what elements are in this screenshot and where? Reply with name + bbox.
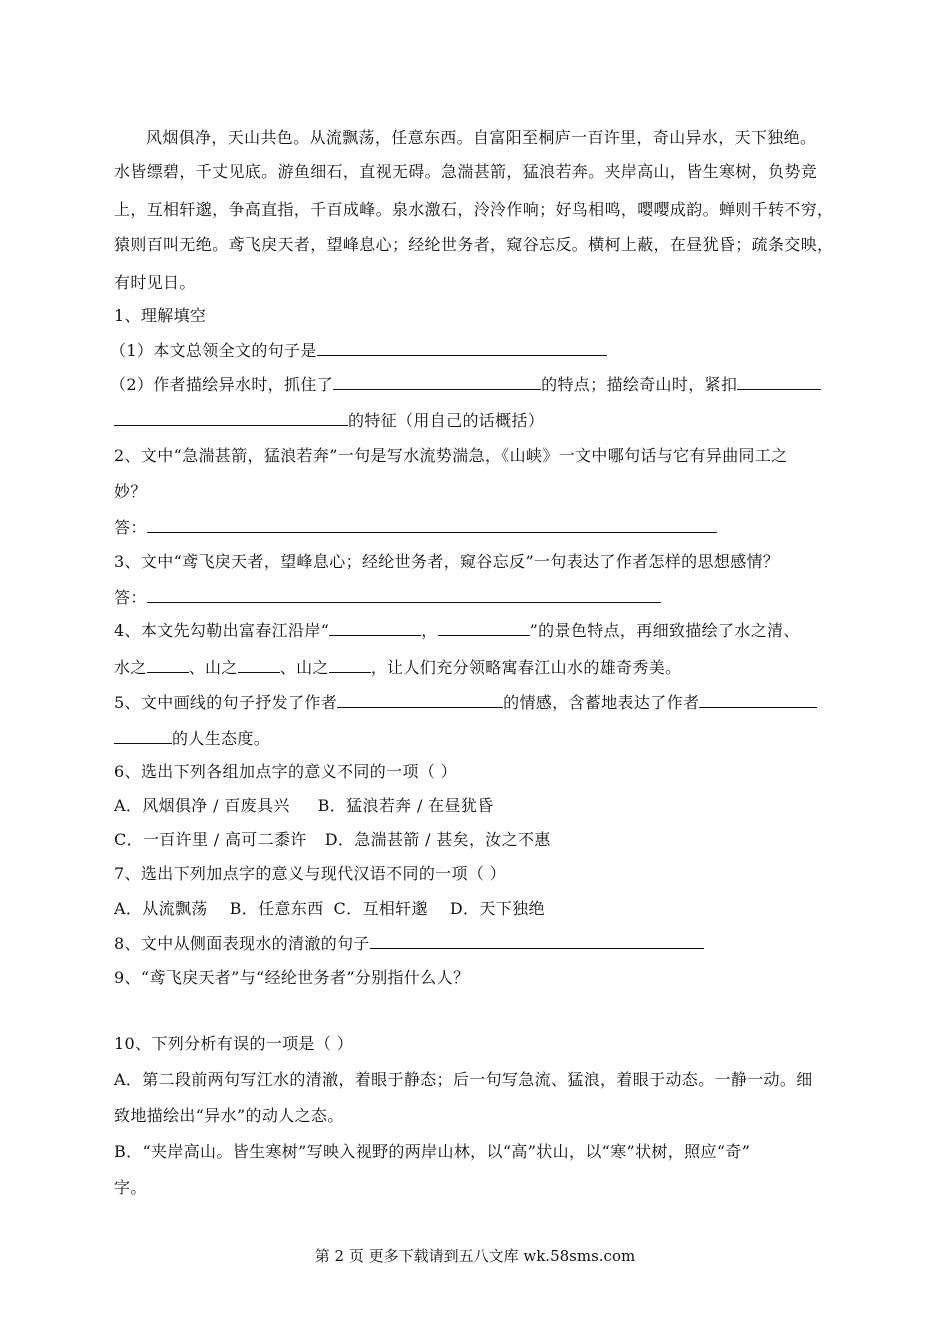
- question-6-options-ab: [114, 796, 494, 816]
- option-a[interactable]: A．第二段前两句写江水的清澈，着眼于静态；后一句写急流、猛浪，着眼于动态。一静一动。细: [114, 1070, 813, 1089]
- question-2-text: 2、文中“急湍甚箭，猛浪若奔”一句是写水流势湍急，《山峡》一文中哪句话与它有异曲同工之: [114, 446, 788, 465]
- question-text: 5、文中画线的句子抒发了作者: [114, 693, 338, 712]
- question-6-options-cd: [114, 830, 551, 850]
- passage-line: 上，互相轩邈，争高直指，千百成峰。泉水激石，泠泠作响；好鸟相鸣，嘤嘤成韵。蝉则千转不穷，: [114, 200, 834, 219]
- question-9-text: 9、“鸢飞戾天者”与“经纶世务者”分别指什么人？: [114, 968, 470, 987]
- question-text: ，: [421, 621, 438, 640]
- question-text: 的人生态度。: [172, 729, 271, 748]
- answer-blank[interactable]: [147, 587, 661, 603]
- option-b[interactable]: B．猛浪若奔 / 在昼犹昏: [317, 796, 494, 815]
- option-a-cont: 致地描绘出“异水”的动人之态。: [114, 1106, 344, 1125]
- question-text: （1）本文总领全文的句子是: [110, 341, 317, 360]
- option-b-cont: 字。: [114, 1178, 147, 1197]
- option-a[interactable]: A．风烟俱净 / 百废具兴: [114, 796, 290, 815]
- page-footer: 第 2 页 更多下载请到五八文库 wk.58sms.com: [314, 1247, 636, 1265]
- question-8: [114, 933, 704, 954]
- question-6-title: 6、选出下列各组加点字的意义不同的一项（ ）: [114, 762, 457, 781]
- option-d[interactable]: D．急湍甚箭 / 甚矣，汝之不惠: [324, 830, 551, 849]
- question-text: （2）作者描绘异水时，抓住了: [110, 375, 334, 394]
- question-text: ，让人们充分领略寓春江山水的雄奇秀美。: [370, 658, 682, 677]
- question-text: 、山之: [188, 658, 238, 677]
- passage-line: 有时见日。: [114, 273, 196, 292]
- question-text: 的特征（用自己的话概括）: [348, 411, 545, 430]
- question-text: ”的景色特点，再细致描绘了水之清、: [529, 621, 800, 640]
- passage-line: 猿则百叫无绝。鸢飞戾天者，望峰息心；经纶世务者，窥谷忘反。横柯上蔽，在昼犹昏；疏条交映，: [114, 235, 834, 254]
- question-text: 8、文中从侧面表现水的清澈的句子: [114, 934, 370, 953]
- question-7-options: [114, 899, 545, 919]
- answer-blank[interactable]: [333, 374, 541, 390]
- answer-blank[interactable]: [337, 692, 503, 708]
- answer-blank[interactable]: [317, 340, 607, 356]
- option-c[interactable]: C．互相轩邈: [333, 899, 428, 918]
- question-text: 的特点；描绘奇山时，紧扣: [541, 375, 738, 394]
- option-d[interactable]: D．天下独绝: [449, 899, 545, 918]
- answer-blank[interactable]: [370, 933, 704, 949]
- answer-blank[interactable]: [438, 620, 530, 636]
- question-7-title: 7、选出下列加点字的意义与现代汉语不同的一项（ ）: [114, 864, 507, 883]
- question-2-answer: [114, 517, 717, 538]
- passage-line: 水皆缥碧，千丈见底。游鱼细石，直视无碍。急湍甚箭，猛浪若奔。夹岸高山，皆生寒树，负势竞: [114, 162, 818, 181]
- question-1-part-1: [110, 340, 607, 361]
- answer-blank[interactable]: [329, 657, 371, 673]
- option-b[interactable]: B．“夹岸高山。皆生寒树”写映入视野的两岸山林，以“高”状山，以“寒”状树，照应“奇”: [114, 1142, 751, 1161]
- answer-label: 答：: [114, 588, 147, 607]
- option-a[interactable]: A．从流飘荡: [114, 899, 208, 918]
- question-text: 水之: [114, 658, 147, 677]
- question-5-line-1: [114, 692, 817, 713]
- question-text: 的情感，含蓄地表达了作者: [503, 693, 700, 712]
- question-3-answer: [114, 587, 661, 608]
- answer-blank[interactable]: [114, 728, 172, 744]
- answer-blank[interactable]: [238, 657, 280, 673]
- answer-blank[interactable]: [114, 410, 348, 426]
- question-3-text: 3、文中“鸢飞戾天者，望峰息心；经纶世务者，窥谷忘反”一句表达了作者怎样的思想感情？: [114, 552, 780, 571]
- option-b[interactable]: B．任意东西: [229, 899, 324, 918]
- question-10-title: 10、下列分析有误的一项是（ ）: [114, 1034, 354, 1053]
- question-text: 4、本文先勾勒出富春江沿岸“: [114, 621, 330, 640]
- question-1-part-2-cont: [114, 410, 544, 431]
- question-1-part-2: [110, 374, 821, 395]
- option-c[interactable]: C．一百许里 / 高可二黍许: [114, 830, 307, 849]
- question-text: 、山之: [279, 658, 329, 677]
- question-1-title: 1、理解填空: [114, 306, 207, 325]
- answer-blank[interactable]: [699, 692, 817, 708]
- question-4-line-1: [114, 620, 800, 641]
- question-5-line-2: [114, 728, 270, 749]
- answer-label: 答：: [114, 518, 147, 537]
- question-2-text: 妙？: [114, 482, 147, 501]
- answer-blank[interactable]: [147, 657, 189, 673]
- answer-blank[interactable]: [147, 517, 717, 533]
- answer-blank[interactable]: [329, 620, 421, 636]
- passage-line: 风烟俱净，天山共色。从流飘荡，任意东西。自富阳至桐庐一百许里，奇山异水，天下独绝。: [146, 128, 817, 147]
- answer-blank[interactable]: [737, 374, 821, 390]
- question-4-line-2: [114, 657, 681, 678]
